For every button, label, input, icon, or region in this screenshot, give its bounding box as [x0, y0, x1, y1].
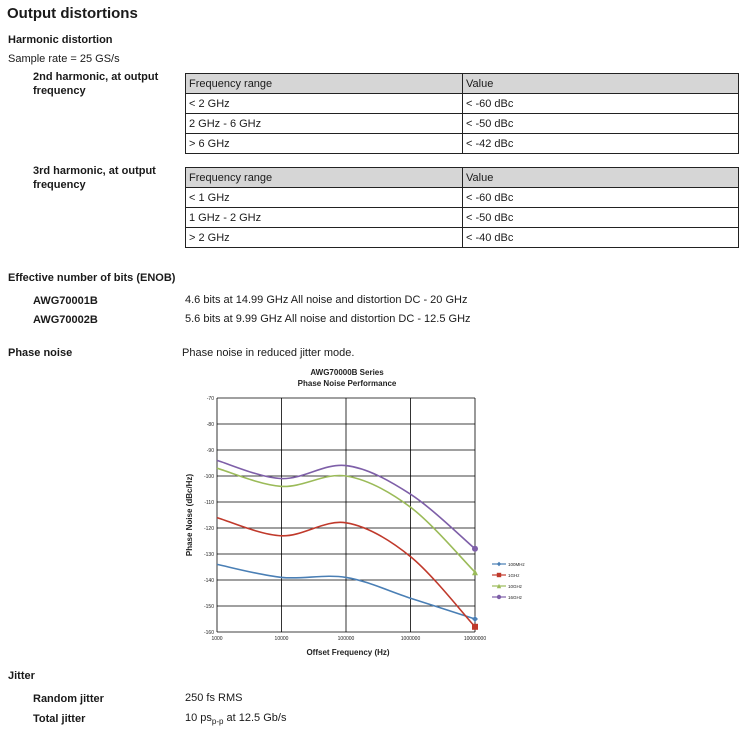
legend-entry-1GHz: 1GHz	[508, 572, 520, 578]
page-title: Output distortions	[7, 5, 138, 22]
table-header-row	[186, 74, 739, 94]
legend-marker	[497, 595, 501, 599]
table-cell: < -60 dBc	[463, 188, 739, 208]
legend-entry-16GHz: 16GHz	[508, 594, 523, 600]
legend-marker	[497, 573, 501, 577]
series-end-point-16GHz	[472, 546, 478, 552]
table-cell: < -40 dBc	[463, 228, 739, 248]
phase-noise-heading: Phase noise	[8, 347, 73, 359]
y-tick-label: -70	[206, 396, 214, 402]
third-harmonic-label-line2: frequency	[33, 179, 86, 191]
x-tick-label: 1000000	[400, 636, 421, 642]
table-cell: < -50 dBc	[463, 114, 739, 134]
column-header: Value	[463, 168, 739, 188]
table-row	[186, 208, 739, 228]
y-tick-label: -150	[203, 604, 214, 610]
sample-rate-text: Sample rate = 25 GS/s	[8, 53, 120, 65]
x-tick-label: 10000000	[463, 636, 487, 642]
table-row	[186, 134, 739, 154]
series-end-point-1GHz	[472, 624, 478, 630]
x-tick-label: 1000	[211, 636, 223, 642]
y-tick-label: -110	[204, 500, 214, 506]
legend-marker	[497, 562, 501, 566]
legend-entry-100MHz: 100MHz	[508, 561, 525, 567]
enob-model-1: AWG70001B	[33, 295, 98, 307]
column-header: Frequency range	[186, 74, 463, 94]
table-header-row	[186, 168, 739, 188]
table-cell: < -42 dBc	[463, 134, 739, 154]
y-tick-label: -120	[203, 526, 214, 532]
y-tick-label: -140	[203, 578, 214, 584]
table-cell: > 6 GHz	[186, 134, 463, 154]
second-harmonic-label-line1: 2nd harmonic, at output	[33, 71, 159, 83]
enob-model-2: AWG70002B	[33, 314, 98, 326]
total-jitter-subscript: p-p	[211, 717, 224, 727]
table-cell: 1 GHz - 2 GHz	[186, 208, 463, 228]
y-tick-label: -100	[203, 474, 214, 480]
table-row	[186, 114, 739, 134]
second-harmonic-label-line2: frequency	[33, 85, 86, 97]
jitter-heading: Jitter	[8, 670, 35, 682]
table-cell: < -50 dBc	[463, 208, 739, 228]
table-cell: < 2 GHz	[186, 94, 463, 114]
table-row	[186, 94, 739, 114]
y-tick-label: -130	[203, 552, 214, 558]
phase-noise-chart	[180, 364, 530, 664]
phase-noise-description: Phase noise in reduced jitter mode.	[182, 347, 355, 359]
third-harmonic-table	[185, 167, 739, 248]
x-tick-label: 10000	[274, 636, 289, 642]
harmonic-distortion-heading: Harmonic distortion	[8, 34, 113, 46]
x-axis-label: Offset Frequency (Hz)	[306, 648, 390, 657]
chart-subtitle: Phase Noise Performance	[297, 379, 397, 388]
y-axis-label: Phase Noise (dBc/Hz)	[185, 473, 194, 557]
column-header: Frequency range	[186, 168, 463, 188]
total-jitter-label: Total jitter	[33, 713, 86, 725]
y-tick-label: -160	[203, 630, 214, 636]
third-harmonic-label	[33, 164, 156, 192]
x-tick-label: 100000	[337, 636, 355, 642]
y-tick-label: -90	[206, 448, 214, 454]
table-cell: < 1 GHz	[186, 188, 463, 208]
third-harmonic-label-line1: 3rd harmonic, at output	[33, 165, 156, 177]
second-harmonic-table	[185, 73, 739, 154]
second-harmonic-label	[33, 70, 158, 98]
enob-heading: Effective number of bits (ENOB)	[8, 272, 176, 284]
random-jitter-label: Random jitter	[33, 693, 104, 705]
chart-title: AWG70000B Series	[310, 368, 384, 377]
random-jitter-value: 250 fs RMS	[185, 692, 243, 704]
table-cell: < -60 dBc	[463, 94, 739, 114]
total-jitter-rest: at 12.5 Gb/s	[223, 712, 287, 724]
column-header: Value	[463, 74, 739, 94]
table-row	[186, 188, 739, 208]
legend-entry-10GHz: 10GHz	[508, 583, 523, 589]
table-cell: 2 GHz - 6 GHz	[186, 114, 463, 134]
table-row	[186, 228, 739, 248]
series-end-point-100MHz	[472, 616, 478, 622]
y-tick-label: -80	[206, 422, 214, 428]
table-cell: > 2 GHz	[186, 228, 463, 248]
enob-value-2: 5.6 bits at 9.99 GHz All noise and distortion DC - 12.5 GHz	[185, 313, 471, 325]
enob-value-1: 4.6 bits at 14.99 GHz All noise and distortion DC - 20 GHz	[185, 294, 468, 306]
total-jitter-main: 10 ps	[185, 712, 212, 724]
total-jitter-value	[185, 712, 286, 726]
